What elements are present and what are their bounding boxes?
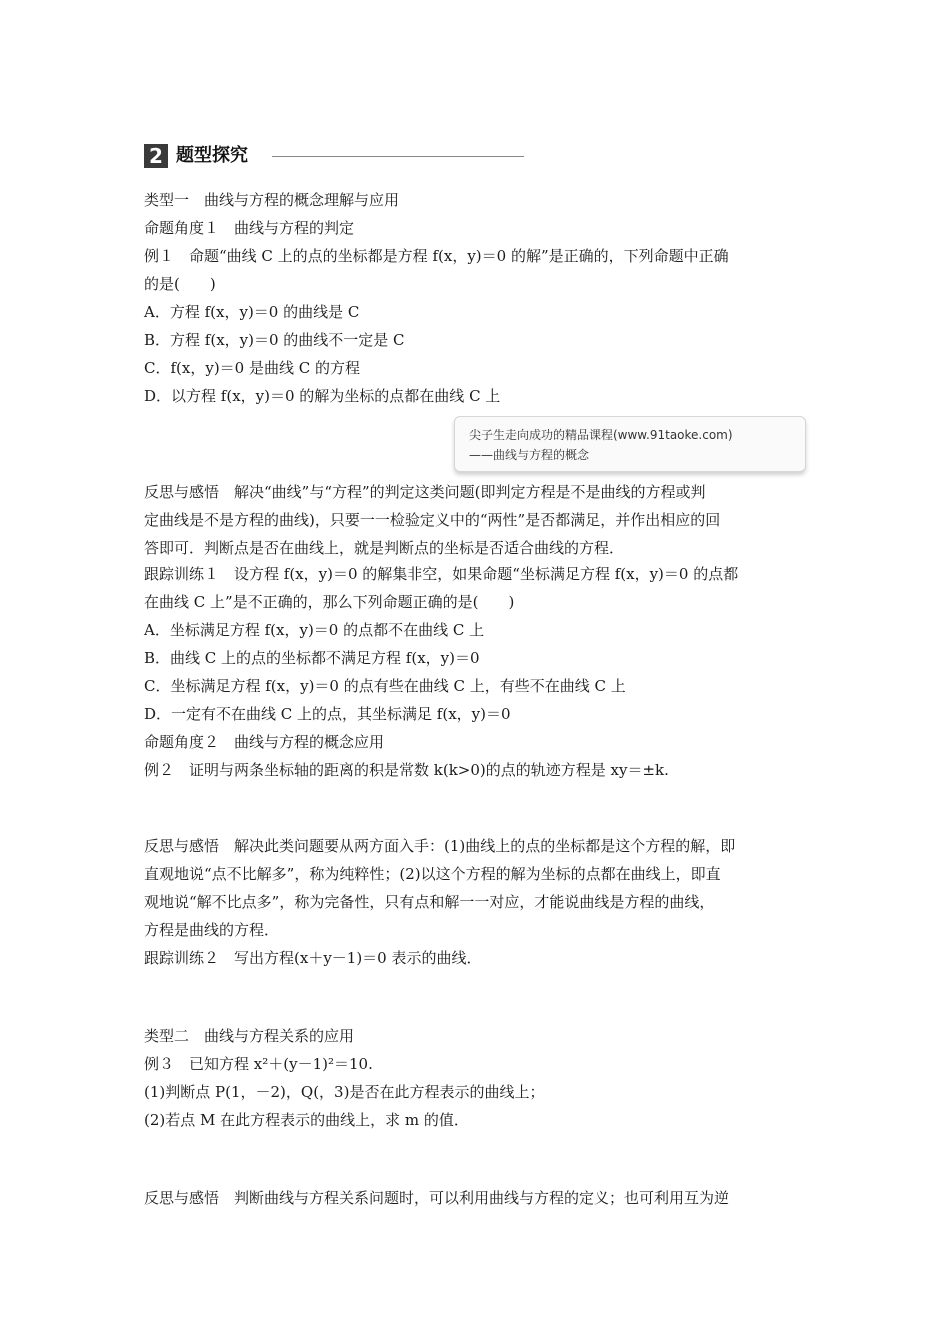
banner-line-1: 尖子生走向成功的精品课程(www.91taoke.com) — [469, 428, 733, 442]
type-heading-2: 类型二 曲线与方程关系的应用 — [144, 1027, 355, 1045]
practice-1-option-b: B．曲线 C 上的点的坐标都不满足方程 f(x，y)＝0 — [144, 649, 480, 667]
example-1-option-a: A．方程 f(x，y)＝0 的曲线是 C — [144, 303, 360, 321]
example-3-part-2: (2)若点 M 在此方程表示的曲线上，求 m 的值． — [144, 1111, 469, 1129]
example-1-line-2: 的是( ) — [144, 275, 216, 293]
angle-heading-2: 命题角度２ 曲线与方程的概念应用 — [144, 733, 385, 751]
type-heading-1: 类型一 曲线与方程的概念理解与应用 — [144, 191, 400, 209]
reflection-2-line-4: 方程是曲线的方程． — [144, 921, 280, 939]
example-3-part-1: (1)判断点 P(1，－2)，Q(，3)是否在此方程表示的曲线上； — [144, 1083, 545, 1101]
reflection-2-line-3: 观地说“解不比点多”，称为完备性，只有点和解一一对应，才能说曲线是方程的曲线， — [144, 893, 715, 911]
reflection-1-line-1: 反思与感悟 解决“曲线”与“方程”的判定这类问题(即判定方程是不是曲线的方程或判 — [144, 483, 706, 501]
reflection-2-line-2: 直观地说“点不比解多”，称为纯粹性；(2)以这个方程的解为坐标的点都在曲线上，即直 — [144, 865, 721, 883]
example-1-option-b: B．方程 f(x，y)＝0 的曲线不一定是 C — [144, 331, 405, 349]
section-rule — [272, 156, 524, 157]
reflection-1-line-2: 定曲线是不是方程的曲线)，只要一一检验定义中的“两性”是否都满足，并作出相应的回 — [144, 511, 721, 529]
section-title: 题型探究 — [176, 145, 248, 166]
reflection-3-line-1: 反思与感悟 判断曲线与方程关系问题时，可以利用曲线与方程的定义；也可利用互为逆 — [144, 1189, 730, 1207]
example-1-option-c: C．f(x，y)＝0 是曲线 C 的方程 — [144, 359, 360, 377]
reflection-1-line-3: 答即可．判断点是否在曲线上，就是判断点的坐标是否适合曲线的方程． — [144, 539, 625, 557]
angle-heading-1: 命题角度１ 曲线与方程的判定 — [144, 219, 355, 237]
example-2: 例２ 证明与两条坐标轴的距离的积是常数 k(k>0)的点的轨迹方程是 xy＝±k. — [144, 761, 669, 779]
practice-1-option-c: C．坐标满足方程 f(x，y)＝0 的点有些在曲线 C 上，有些不在曲线 C 上 — [144, 677, 626, 695]
course-banner[interactable] — [454, 416, 806, 472]
example-1-line-1: 例１ 命题“曲线 C 上的点的坐标都是方程 f(x，y)＝0 的解”是正确的，下列命题中正确 — [144, 247, 729, 265]
example-1-option-d: D．以方程 f(x，y)＝0 的解为坐标的点都在曲线 C 上 — [144, 387, 501, 405]
section-number: 2 — [144, 144, 168, 168]
practice-2: 跟踪训练２ 写出方程(x＋y－1)＝0 表示的曲线． — [144, 949, 482, 967]
example-3: 例３ 已知方程 x²＋(y－1)²＝10. — [144, 1055, 373, 1073]
section-header — [144, 142, 524, 170]
practice-1-option-a: A．坐标满足方程 f(x，y)＝0 的点都不在曲线 C 上 — [144, 621, 485, 639]
practice-1-option-d: D．一定有不在曲线 C 上的点，其坐标满足 f(x，y)＝0 — [144, 705, 511, 723]
banner-line-2: ——曲线与方程的概念 — [469, 448, 590, 462]
practice-1-line-2: 在曲线 C 上”是不正确的，那么下列命题正确的是( ) — [144, 593, 515, 611]
reflection-2-line-1: 反思与感悟 解决此类问题要从两方面入手：(1)曲线上的点的坐标都是这个方程的解，即 — [144, 837, 736, 855]
practice-1-line-1: 跟踪训练１ 设方程 f(x，y)＝0 的解集非空，如果命题“坐标满足方程 f(x，y)＝0 的点都 — [144, 565, 739, 583]
